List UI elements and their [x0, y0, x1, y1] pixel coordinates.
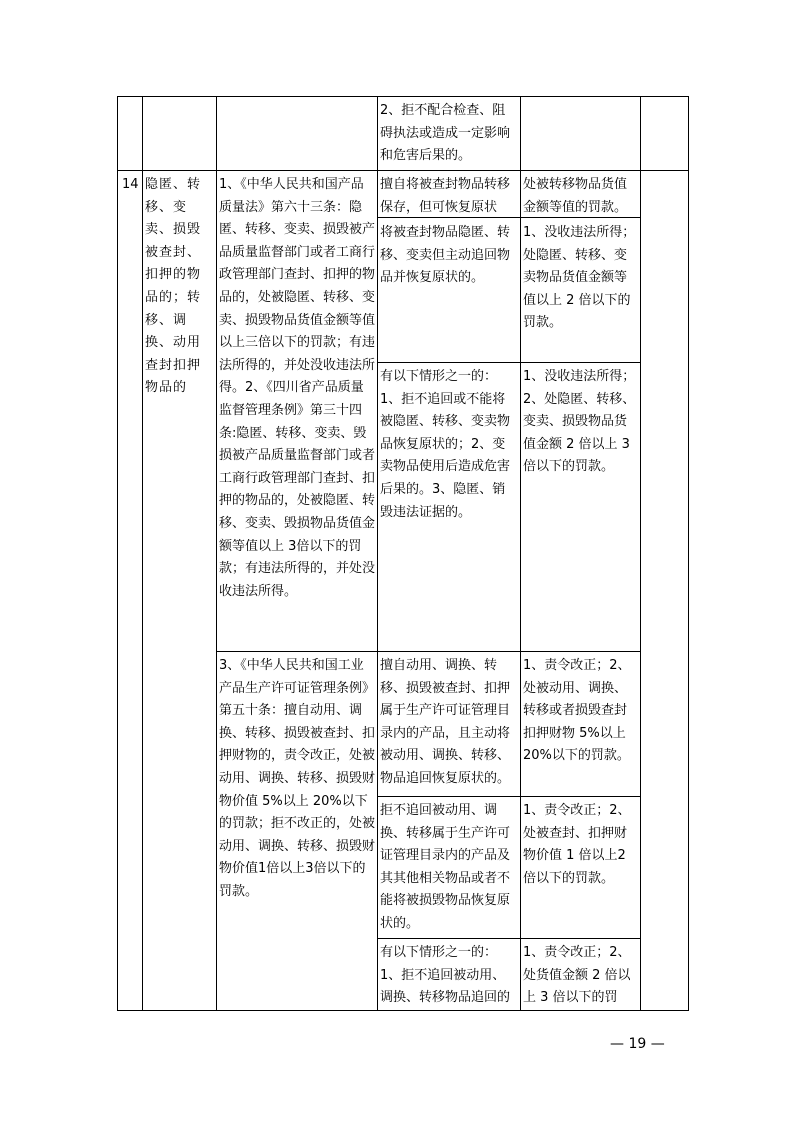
- penalty-cell: 1、没收违法所得；处隐匿、转移、变卖物品货值金额等值以上 2 倍以下的罚款。: [523, 225, 636, 331]
- table-rule-basis1-bottom: [216, 651, 640, 652]
- situation-cell: 擅自动用、调换、转移、损毁被查封、扣押属于生产许可证管理目录内的产品，且主动将被动用、调换、转移、物品追回恢复原状的。: [380, 658, 511, 786]
- penalty-cell: 处被转移物品货值金额等值的罚款。: [523, 177, 628, 215]
- page-number: — 19 —: [610, 1036, 665, 1052]
- legal-basis-cell-1: 1、《中华人民共和国产品质量法》第六十三条：隐匿、转移、变卖、损毁被产品质量监督部门或者工商行政管理部门查封、扣押的物品的，处被隐匿、转移、变卖、损毁物品货值金额等值以上三倍以下的罚款；有违法所得的，并处没收违法所得。2、《四川省产品质量监督管理条例》第三十四条:隐匿、转移、变卖、毁损被产品质量监督部门或者工商行政管理部门查封、扣押的物品的，处被隐匿、转移、变卖、毁损物品货值金额等值以上 3倍以下的罚款；有违法所得的，并处没收违法所得。: [219, 177, 376, 599]
- table-rule-top: [117, 96, 689, 97]
- table-rule-right: [688, 96, 689, 1011]
- penalty-cell: 1、责令改正；2、处货值金额 2 倍以上 3 倍以下的罚: [523, 945, 631, 1006]
- situation-cell: 将被查封物品隐匿、转移、变卖但主动追回物品并恢复原状的。: [380, 225, 511, 286]
- table-rule-row14-top: [117, 170, 689, 171]
- table-rule-left: [117, 96, 118, 1011]
- table-rule-s4-bottom: [377, 796, 640, 797]
- penalty-cell: 1、责令改正；2、处被查封、扣押财物价值 1 倍以上2 倍以下的罚款。: [523, 803, 631, 886]
- penalty-cell: 1、没收违法所得；2、处隐匿、转移、变卖、损毁物品货值金额 2 倍以上 3倍以下的罚款。: [523, 369, 636, 475]
- legal-basis-cell-2: 3、《中华人民共和国工业产品生产许可证管理条例》第五十条：擅自动用、调换、转移、损毁被查封、扣押财物的，责令改正，处被动用、调换、转移、损毁财物价值 5%以上 20%以下的罚款；拒不改正的，处被动用、调换、转移、损毁财物价值1倍以上3倍以下的罚款。: [219, 658, 376, 899]
- situation-cell: 擅自将被查封物品转移保存，但可恢复原状: [380, 177, 511, 215]
- table-rule-col5: [640, 96, 641, 1011]
- penalty-cell: 1、责令改正；2、处被动用、调换、转移或者损毁查封扣押财物 5%以上 20%以下的罚款。: [523, 658, 631, 764]
- item-number: 14: [122, 177, 139, 192]
- violation-cell: 隐匿、转移、变卖、损毁被查封、扣押的物品的；转移、调换、动用查封扣押物品的: [145, 177, 202, 394]
- table-rule-s1-bottom: [377, 217, 640, 218]
- table-rule-s5-bottom: [377, 938, 640, 939]
- situation-cell: 拒不追回被动用、调换、转移属于生产许可证管理目录内的产品及其其他相关物品或者不能将被损毁物品恢复原状的。: [380, 803, 511, 931]
- situation-cell: 2、拒不配合检查、阻碍执法或造成一定影响和危害后果的。: [380, 103, 511, 164]
- table-rule-s2-bottom: [377, 362, 640, 363]
- situation-cell: 有以下情形之一的：1、拒不追回或不能将被隐匿、转移、变卖物品恢复原状的；2、变卖物品使用后造成危害后果的。3、隐匿、销毁违法证据的。: [380, 369, 511, 520]
- situation-cell: 有以下情形之一的：1、拒不追回被动用、调换、转移物品追回的: [380, 945, 511, 1006]
- table-rule-bottom: [117, 1010, 689, 1011]
